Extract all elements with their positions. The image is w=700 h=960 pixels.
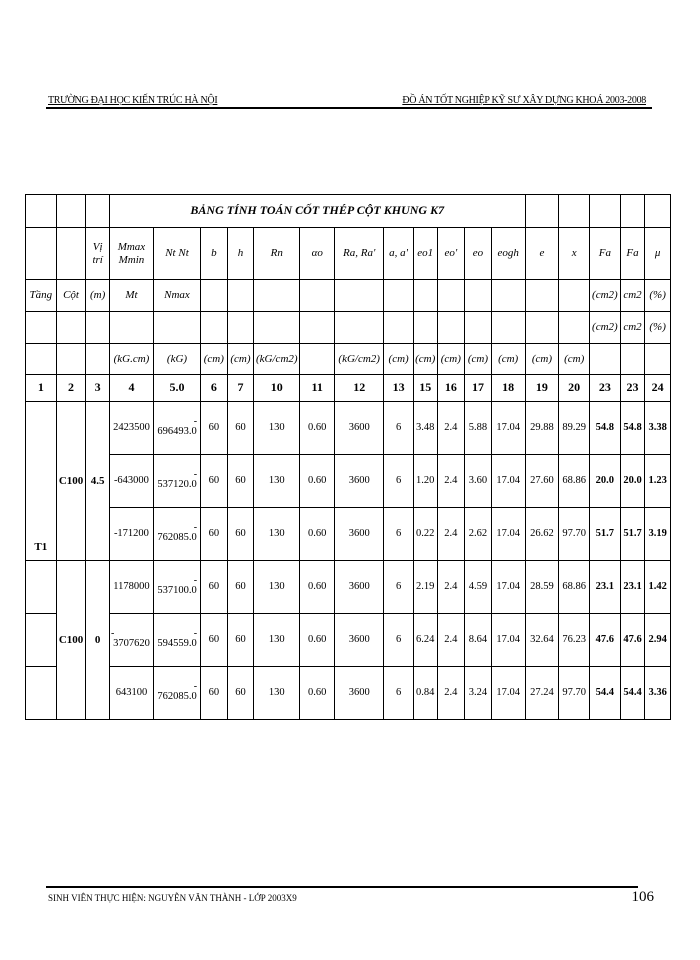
- cell-h: 60: [227, 561, 254, 614]
- cell-eo1: 1.20: [413, 455, 437, 508]
- moment-cell: [109, 667, 153, 720]
- cell-eo1: 0.22: [413, 508, 437, 561]
- cell-eo1: 6.24: [413, 614, 437, 667]
- unit-row: [26, 344, 671, 375]
- cell-eo1: 2.19: [413, 561, 437, 614]
- index-cell: 23: [620, 375, 645, 402]
- page-number: 106: [631, 889, 654, 905]
- cell-eogh: 17.04: [491, 508, 525, 561]
- cell-fa1: 54.4: [590, 667, 621, 720]
- table-title: BẢNG TÍNH TOÁN CỐT THÉP CỘT KHUNG K7: [109, 195, 525, 228]
- header-left: TRƯỜNG ĐẠI HỌC KIẾN TRÚC HÀ NỘI: [48, 95, 218, 106]
- u-e: (cm): [525, 344, 559, 375]
- u-eo1: (cm): [413, 344, 437, 375]
- force-dash: -: [193, 415, 198, 427]
- reinforcement-table: [25, 194, 671, 720]
- index-cell: 15: [413, 375, 437, 402]
- index-cell: 4: [109, 375, 153, 402]
- h-fa2-unit-2: cm2: [620, 312, 645, 344]
- force-value: 762085.0: [157, 690, 197, 702]
- header-row-2: [26, 280, 671, 312]
- cell-eo: 8.64: [465, 614, 492, 667]
- cell-aa: 6: [384, 614, 414, 667]
- cell-eop: 2.4: [437, 667, 465, 720]
- cell-eogh: 17.04: [491, 402, 525, 455]
- index-cell: 17: [465, 375, 492, 402]
- header-rule: [46, 107, 652, 109]
- cell-rn: 130: [254, 561, 300, 614]
- h-vitri: Vị trí: [86, 228, 110, 280]
- h-fa2-unit: cm2: [620, 280, 645, 312]
- h-vitri-unit: (m): [86, 280, 110, 312]
- u-rn: (kG/cm2): [254, 344, 300, 375]
- h-b: b: [201, 228, 228, 280]
- index-cell: 13: [384, 375, 414, 402]
- force-dash: -: [193, 574, 198, 586]
- floor-label: T1: [26, 508, 57, 561]
- index-cell: 6: [201, 375, 228, 402]
- index-cell: 10: [254, 375, 300, 402]
- cell-x: 89.29: [559, 402, 590, 455]
- index-cell: 16: [437, 375, 465, 402]
- cell-eop: 2.4: [437, 402, 465, 455]
- floor-cell: [26, 614, 57, 667]
- cell-ra: 3600: [335, 508, 384, 561]
- cell-aa: 6: [384, 561, 414, 614]
- cell-ao: 0.60: [300, 561, 335, 614]
- cell-eo1: 0.84: [413, 667, 437, 720]
- h-ao: αo: [300, 228, 335, 280]
- index-cell: 24: [645, 375, 671, 402]
- index-cell: 20: [559, 375, 590, 402]
- cell-ra: 3600: [335, 561, 384, 614]
- cell-x: 76.23: [559, 614, 590, 667]
- cell-eo1: 3.48: [413, 402, 437, 455]
- u-n: (kG): [153, 344, 200, 375]
- cell-h: 60: [227, 667, 254, 720]
- cell-fa2: 23.1: [620, 561, 645, 614]
- cell-fa1: 20.0: [590, 455, 621, 508]
- header-row-1: [26, 228, 671, 280]
- cell-eop: 2.4: [437, 508, 465, 561]
- h-mu: μ: [645, 228, 671, 280]
- moment-value: -643000: [113, 474, 149, 486]
- cell-e: 27.24: [525, 667, 559, 720]
- cell-rn: 130: [254, 667, 300, 720]
- header-right: ĐỒ ÁN TỐT NGHIỆP KỸ SƯ XÂY DỰNG KHOÁ 2003-2008: [402, 95, 646, 106]
- force-dash: -: [193, 521, 198, 533]
- cell-eo: 4.59: [465, 561, 492, 614]
- index-cell: 12: [335, 375, 384, 402]
- u-aa: (cm): [384, 344, 414, 375]
- h-ra: Ra, Ra': [335, 228, 384, 280]
- moment-cell: [109, 614, 153, 667]
- moment-cell: [109, 455, 153, 508]
- cell-fa1: 47.6: [590, 614, 621, 667]
- cell-mu: 3.36: [645, 667, 671, 720]
- h-fa2: Fa: [620, 228, 645, 280]
- cell-b: 60: [201, 455, 228, 508]
- cell-x: 97.70: [559, 667, 590, 720]
- cell-eo: 2.62: [465, 508, 492, 561]
- cell-fa1: 51.7: [590, 508, 621, 561]
- cell-ao: 0.60: [300, 614, 335, 667]
- table-row: [26, 561, 671, 614]
- cell-e: 26.62: [525, 508, 559, 561]
- moment-cell: [109, 402, 153, 455]
- cell-mu: 3.19: [645, 508, 671, 561]
- cell-eogh: 17.04: [491, 561, 525, 614]
- position: 4.5: [86, 402, 110, 561]
- u-x: (cm): [559, 344, 590, 375]
- cell-mu: 3.38: [645, 402, 671, 455]
- cell-h: 60: [227, 455, 254, 508]
- force-cell: [153, 455, 200, 508]
- cell-eop: 2.4: [437, 455, 465, 508]
- h-rn: Rn: [254, 228, 300, 280]
- floor-empty-top: [26, 402, 57, 455]
- cell-mu: 1.23: [645, 455, 671, 508]
- h-mt: Mt: [109, 280, 153, 312]
- h-eo-prime: eo': [437, 228, 465, 280]
- cell-h: 60: [227, 402, 254, 455]
- cell-fa2: 51.7: [620, 508, 645, 561]
- table-row: [26, 455, 671, 508]
- h-fa1: Fa: [590, 228, 621, 280]
- force-value: 537120.0: [157, 478, 197, 490]
- moment-value: 1178000: [113, 580, 150, 592]
- moment-value: 3707620: [113, 637, 150, 649]
- cell-mu: 1.42: [645, 561, 671, 614]
- column-id: C100: [56, 402, 86, 561]
- cell-ra: 3600: [335, 455, 384, 508]
- cell-eo: 5.88: [465, 402, 492, 455]
- cell-fa2: 20.0: [620, 455, 645, 508]
- force-value: 537100.0: [157, 584, 197, 596]
- force-dash: -: [193, 680, 198, 692]
- index-cell: 3: [86, 375, 110, 402]
- index-cell: 7: [227, 375, 254, 402]
- cell-eop: 2.4: [437, 561, 465, 614]
- cell-eo: 3.60: [465, 455, 492, 508]
- cell-mu: 2.94: [645, 614, 671, 667]
- index-cell: 23: [590, 375, 621, 402]
- cell-ra: 3600: [335, 614, 384, 667]
- cell-rn: 130: [254, 402, 300, 455]
- index-cell: 18: [491, 375, 525, 402]
- cell-aa: 6: [384, 508, 414, 561]
- cell-eogh: 17.04: [491, 667, 525, 720]
- u-ra: (kG/cm2): [335, 344, 384, 375]
- u-eop: (cm): [437, 344, 465, 375]
- moment-dash: -: [110, 627, 115, 639]
- force-cell: [153, 561, 200, 614]
- h-eo1: eo1: [413, 228, 437, 280]
- cell-e: 28.59: [525, 561, 559, 614]
- floor-cell: [26, 561, 57, 614]
- cell-h: 60: [227, 508, 254, 561]
- h-mu-unit: (%): [645, 280, 671, 312]
- force-value: 696493.0: [157, 425, 197, 437]
- force-value: 594559.0: [157, 637, 197, 649]
- moment-cell: [109, 508, 153, 561]
- cell-x: 68.86: [559, 561, 590, 614]
- cell-fa2: 54.4: [620, 667, 645, 720]
- cell-ao: 0.60: [300, 402, 335, 455]
- cell-b: 60: [201, 667, 228, 720]
- index-cell: 11: [300, 375, 335, 402]
- moment-value: 643100: [115, 686, 148, 698]
- cell-e: 27.60: [525, 455, 559, 508]
- cell-rn: 130: [254, 614, 300, 667]
- index-cell: 5.0: [153, 375, 200, 402]
- h-h: h: [227, 228, 254, 280]
- cell-e: 32.64: [525, 614, 559, 667]
- u-m: (kG.cm): [109, 344, 153, 375]
- force-cell: [153, 667, 200, 720]
- index-cell: 1: [26, 375, 57, 402]
- cell-b: 60: [201, 561, 228, 614]
- cell-ao: 0.60: [300, 667, 335, 720]
- cell-fa2: 47.6: [620, 614, 645, 667]
- h-aa: a, a': [384, 228, 414, 280]
- moment-value: 2423500: [113, 421, 150, 433]
- index-row: [26, 375, 671, 402]
- cell-e: 29.88: [525, 402, 559, 455]
- table-row: [26, 402, 671, 455]
- h-fa1-unit-2: (cm2): [590, 312, 621, 344]
- header-row-3: [26, 312, 671, 344]
- moment-cell: [109, 561, 153, 614]
- cell-ra: 3600: [335, 402, 384, 455]
- u-eo: (cm): [465, 344, 492, 375]
- floor-cell: [26, 667, 57, 720]
- force-dash: -: [193, 468, 198, 480]
- force-cell: [153, 614, 200, 667]
- index-cell: 2: [56, 375, 86, 402]
- cell-ao: 0.60: [300, 455, 335, 508]
- footer-author: SINH VIÊN THỰC HIỆN: NGUYỄN VĂN THÀNH - LỚP 2003X9: [48, 893, 297, 903]
- column-id: C100: [56, 561, 86, 720]
- h-x: x: [559, 228, 590, 280]
- h-nmax: Nmax: [153, 280, 200, 312]
- cell-eogh: 17.04: [491, 614, 525, 667]
- cell-fa1: 23.1: [590, 561, 621, 614]
- cell-rn: 130: [254, 508, 300, 561]
- cell-fa1: 54.8: [590, 402, 621, 455]
- h-eogh: eogh: [491, 228, 525, 280]
- h-moment: Mmax Mmin: [109, 228, 153, 280]
- force-cell: [153, 508, 200, 561]
- h-tang: Tầng: [26, 280, 57, 312]
- u-eogh: (cm): [491, 344, 525, 375]
- cell-x: 97.70: [559, 508, 590, 561]
- position: 0: [86, 561, 110, 720]
- h-e: e: [525, 228, 559, 280]
- cell-h: 60: [227, 614, 254, 667]
- cell-b: 60: [201, 508, 228, 561]
- u-b: (cm): [201, 344, 228, 375]
- cell-fa2: 54.8: [620, 402, 645, 455]
- h-mu-unit-2: (%): [645, 312, 671, 344]
- title-row: [26, 195, 671, 228]
- cell-aa: 6: [384, 402, 414, 455]
- cell-aa: 6: [384, 667, 414, 720]
- cell-eop: 2.4: [437, 614, 465, 667]
- cell-eogh: 17.04: [491, 455, 525, 508]
- force-dash: -: [193, 627, 198, 639]
- footer-rule: [46, 886, 638, 888]
- table-row: [26, 508, 671, 561]
- force-value: 762085.0: [157, 531, 197, 543]
- index-cell: 19: [525, 375, 559, 402]
- h-cot: Cột: [56, 280, 86, 312]
- h-fa1-unit: (cm2): [590, 280, 621, 312]
- cell-ra: 3600: [335, 667, 384, 720]
- moment-value: -171200: [113, 527, 149, 539]
- h-eo: eo: [465, 228, 492, 280]
- cell-b: 60: [201, 614, 228, 667]
- cell-ao: 0.60: [300, 508, 335, 561]
- h-force: Nt Nt: [153, 228, 200, 280]
- cell-eo: 3.24: [465, 667, 492, 720]
- cell-b: 60: [201, 402, 228, 455]
- table-row: [26, 614, 671, 667]
- u-h: (cm): [227, 344, 254, 375]
- cell-rn: 130: [254, 455, 300, 508]
- cell-x: 68.86: [559, 455, 590, 508]
- cell-aa: 6: [384, 455, 414, 508]
- floor-cell: [26, 455, 57, 508]
- force-cell: [153, 402, 200, 455]
- table-row: [26, 667, 671, 720]
